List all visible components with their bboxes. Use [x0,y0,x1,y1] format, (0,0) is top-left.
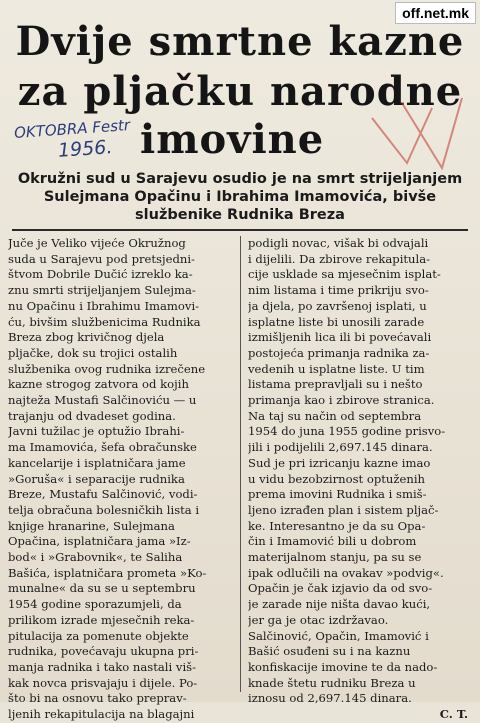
headline-line-1: Dvije smrtne kazne [15,18,465,65]
section-divider [12,229,468,231]
article-text-line: Opačina, isplatničara jama »Iz- [8,534,191,549]
article-text-line: knade štetu rudniku Breza u [248,675,416,690]
article-text-line: manja radnika i tako nastali viš- [8,659,197,674]
article-text-line: ljenih rekapitulacija na blagajni [8,707,195,722]
article-text-line: pitulacija za pomenute objekte [8,628,189,643]
article-text-line: što bi na osnovu tako preprav- [8,691,187,706]
article-text-line: rudnika, povećavaju ukupna pri- [8,644,199,659]
article-text-line: cije uskladе sa mjesečnim isplat- [248,267,441,282]
article-text-line: ma Imamovića, šefa obračunske [8,440,197,455]
article-text-line: nim listama i time prikriju svo- [248,283,429,298]
article-text-line: znu smrti strijeljanjem Sulejma- [8,283,196,298]
article-text-line: ću, bivšim službenicima Rudnika [8,314,201,329]
article-text-line: 1954 do juna 1955 godine prisvo- [248,424,446,439]
article-text-line: izmišljenih lica ili bi povećavali [248,330,432,345]
pen-scribble-mark [362,88,472,178]
handwritten-note-month: OKTOBRA Festr [13,115,131,143]
article-text-line: »Goruša« i separacije rudnika [8,471,185,486]
article-text-line: Javni tužilac je optužio Ibrahi- [8,424,185,439]
subheadline-line: službenike Rudnika Breza [135,207,345,223]
article-text-line: je zarade nije ništa davao kući, [248,597,431,612]
article-text-line: postojeća primanja radnika za- [248,345,430,360]
article-text-line: Na taj su način od septembra [248,408,422,423]
article-text-line: nu Opačinu i Ibrahimu Imamovi- [8,298,200,313]
article-text-line: u vidu bezobzirnost optuženih [248,471,426,486]
article-text-line: Bašića, isplatničara prometa »Ko- [8,565,207,580]
article-text-line: Juče je Veliko vijeće Okružnog [8,236,186,250]
author-signature: C. T. [439,707,468,722]
article-text-line: trajanju od dvadeset godina. [8,408,176,423]
subheadline-line: Okružni sud u Sarajevu osudio je na smrt strijeljanjem [17,171,463,187]
article-text-line: materijalnom stanju, pa su se [248,550,422,565]
article-text-line: prema imovini Rudnika i smiš- [248,487,427,502]
article-text-line: listama prepravljali su i nešto [248,377,423,392]
article-text-line: vedenih u isplatne liste. U tim [248,361,425,376]
article-text-line: kak novca prisvajaju i dijele. Po- [8,675,198,690]
article-text-line: najteža Mustafi Salčinoviću — u [8,393,197,408]
article-text-line: i dijelili. Da zbirove rekapitula- [248,251,431,266]
article-text-line: Opačin je čak izjavio da od svo- [248,581,433,596]
article-text-line: suda u Sarajevu pod pretsjedni- [8,251,195,266]
site-watermark: off.net.mk [395,2,476,24]
article-column-left [8,236,234,723]
handwritten-note-year: 1956. [57,136,114,162]
article-text-line: kancelarije i isplatničara jame [8,455,186,470]
headline-line-3: imovine [140,116,325,163]
article-text-line: knjige hranarine, Sulejmana [8,518,175,533]
article-text-line: podigli novac, višak bi odvajali [248,236,429,250]
article-text-line: konfiskacije imovine te da nado- [248,659,438,674]
article-text-line: jer ga je otac izdržavao. [248,612,389,627]
article-text-line: iznosu od 2,697.145 dinara. [248,691,412,706]
article-text-line: telja obračuna bolesničkih lista i [8,502,200,517]
article-text-line: prilikom izrade mjesečnih reka- [8,612,195,627]
article-text-line: pljačke, dok su trojici ostalih [8,345,178,360]
article-text-line: jili i podijelili 2,697.145 dinara. [248,440,433,455]
article-text-line: štvom Dobrile Dučić izreklo ka- [8,267,193,282]
article-text-line: ke. Interesantno je da su Opa- [248,518,426,533]
article-text-line: munalne« da su se u septembru [8,581,196,596]
article-column-right [248,236,474,723]
column-divider [240,236,241,692]
article-text-line: službenika ovog rudnika izrečene [8,361,206,376]
article-text-line: 1954 godine sporazumjeli, da [8,597,182,612]
article-text-line: Breze, Mustafu Salčinović, vodi- [8,487,198,502]
article-text-line: kazne strogog zatvora od kojih [8,377,189,392]
article-text-line: ljeno izrađen plan i sistem pljač- [248,502,439,517]
subheadline [10,170,470,224]
article-text-line: isplatne liste bi unosili zarade [248,314,425,329]
headline-line-2: za pljačku narodne [17,68,463,115]
article-text-line: ja djela, po završenoj isplati, u [248,298,427,313]
article-text-line: čin i Imamović bili u dobrom [248,534,417,549]
article-text-line: ipak odlučili na ovakav »podvig«. [248,565,444,580]
article-text-line: bod« i »Grabovnik«, te Saliha [8,550,183,565]
article-text-line: primanja kao i zbirove stranica. [248,393,435,408]
article-text-line: Salčinović, Opačin, Imamović i [248,628,429,643]
article-text-line: Sud je pri izricanju kazne imao [248,455,431,470]
subheadline-line: Sulejmana Opačinu i Ibrahima Imamovića, bivše [43,189,437,205]
article-text-line: Bašić osuđeni su i na kaznu [248,644,411,659]
article-text-line: Breza zbog krivičnog djela [8,330,165,345]
